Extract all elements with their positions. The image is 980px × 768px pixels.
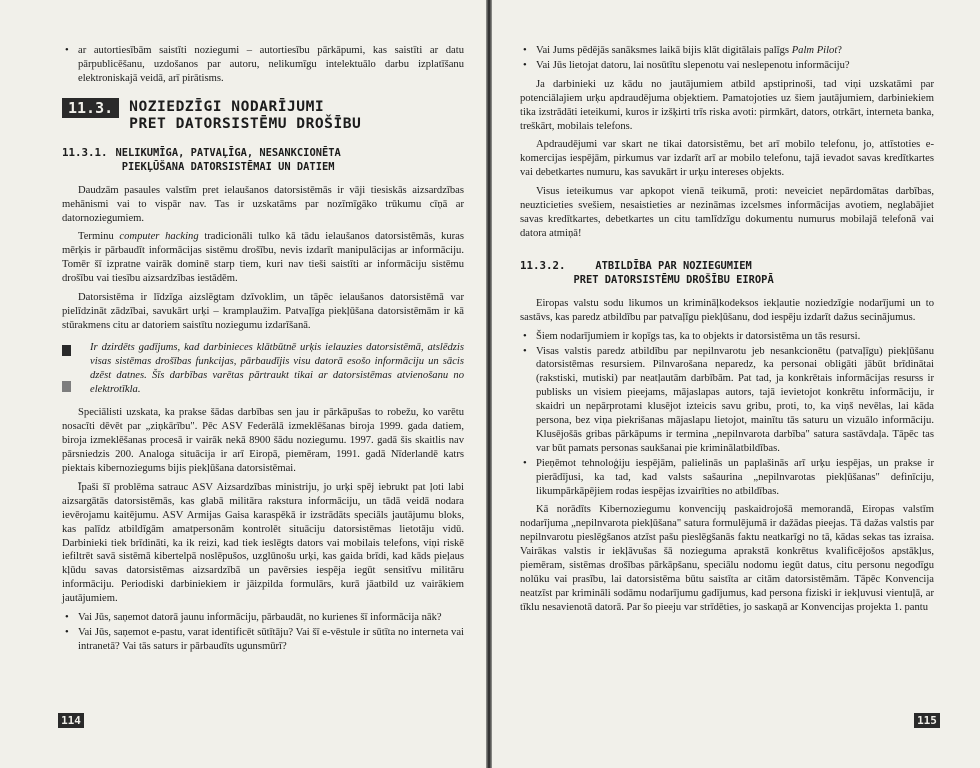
section-title-line-1: ATBILDĪBA PAR NOZIEGUMIEM: [595, 259, 752, 272]
section-number: 11.3.2.: [520, 258, 566, 272]
term-emphasis: computer hacking: [119, 231, 199, 243]
section-title-line-2: PIEKĻŪŠANA DATORSISTĒMAI UN DATIEM: [121, 160, 335, 173]
left-page: [0, 0, 486, 768]
paragraph-text: tradicionāli tulko kā tādu ielaušanos datorsistēmās, kuras mērķis ir pārbaudīt informācijas sistēmu drošību, nevis izdarīt manipulācijas ar informāciju. Tomēr šī izpratne vairāk dominē starp tiem, kuri nav tieši saistīti ar informāciju sistēmu drošību vai tiesību aizsardzības iestādēm.: [62, 231, 464, 285]
right-column: [520, 44, 934, 620]
paragraph: [62, 230, 464, 286]
question-text: ?: [837, 45, 842, 56]
question-text: Vai Jūs, saņemot e-pastu, varat identificēt sūtītāju? Vai šī e-vēstule ir sūtīta no interneta vai intranetā? Vai tās saturs ir pārbaudīts ugunsmūrī?: [78, 627, 464, 652]
bullet-icon: •: [65, 627, 69, 638]
paragraph-text: Terminu: [78, 231, 120, 243]
right-page: [492, 0, 980, 768]
list-item: [62, 44, 464, 86]
intro-bullet-text: ar autortiesībām saistīti noziegumi – autortiesību pārkāpumi, kas saistīti ar datu pārpublicēšanu, uzdošanos par autoru, nelikumīgu intelektuālo darbu izplatīšanu elektroniskajā veidā, arī pirātisms.: [78, 45, 464, 84]
list-item-text: Pieņēmot tehnoloģiju iespējām, palielinās un paplašinās arī urķu iespējas, un prakse ir pierādījusi, ka tad, kad valsts sašaurina „nepilnvarotas piekļūšanas" definīciju, likumpārkāpējiem rodas iespējas izvairīties no atbildības.: [536, 457, 934, 497]
note-marker-icon: [62, 381, 71, 392]
question-text: Vai Jums pēdējās sanāksmes laikā bijis klāt digitālais palīgs: [536, 45, 792, 56]
question-text: Vai Jūs lietojat datoru, lai nosūtītu slepenotu vai neslepenotu informāciju?: [536, 59, 850, 71]
list-item: [520, 330, 934, 344]
paragraph: Apdraudējumi var skart ne tikai datorsistēmu, bet arī mobilo telefonu, jo, attīstoties e-komercijas iespējām, pirkumus var izdarīt arī ar mobilo telefonu, tajā ievadot savas kredītkartes vai debetkartes numuru, kas savukārt ir urķu intereses objekts.: [520, 139, 934, 179]
section-number: 11.3.1.: [62, 145, 108, 159]
bullet-icon: •: [523, 59, 527, 71]
list-item-text: Visas valstis paredz atbildību par nepilnvarotu jeb nesankcionētu (patvaļīgu) piekļūšanu datorsistēmas resursiem. Pilnvarošana neparedz, ka personai obligāti jābūt brīdinātai (rakstiski, mutiski) par neatļautām darbībām. Pat tad, ja konkrētais informācijas resurss ir publisks un visiem pieejams, mājaslapas autors, tajā ievietojot konkrētu informāciju, ir skaidri un nepārprotami klusējot izteicis savu gribu, proti, to, ka viņš nevēlas, lai kāda persona, bez viņa piekrišanas mājaslapu lietojot, mainītu tās saturu un vizuālo informāciju. Klusējošās gribas pārkāpums ir termina „nepilnvarota darbība" satura sastāvdaļa. Tāpēc tas var būt pamats personas saukšanai pie kriminālatbildības.: [536, 345, 934, 454]
bullet-icon: •: [523, 45, 527, 56]
paragraph: Eiropas valstu sodu likumos un krimināļkodeksos iekļautie noziedzīgie nodarījumi un to sastāvs, kas paredz atbildību par patvaļīgu piekļūšanu, dod iespēju izdarīt dažus secinājumus.: [520, 297, 934, 323]
chapter-title: [129, 98, 361, 132]
note-marker-icon: [62, 345, 71, 356]
list-item: [520, 59, 934, 73]
section-title-line-2: PRET DATORSISTĒMU DROŠĪBU EIROPĀ: [573, 273, 774, 286]
section-title-line-1: NELIKUMĪGA, PATVAĻĪGA, NESANKCIONĒTA: [115, 146, 341, 159]
note-text: Ir dzirdēts gadījums, kad darbinieces klātbūtnē urķis ielauzies datorsistēmā, atslēdzis visas sistēmas drošības funkcijas, pārbaudījis visu datorā esošo informāciju un sācis dzēst datnes. Šīs darbības varētas pārtraukt tikai ar datorsistēmas atvienošanu no elektrotīkla.: [90, 341, 464, 395]
chapter-number: 11.3.: [62, 98, 119, 118]
chapter-heading: [62, 98, 464, 132]
paragraph: Visus ieteikumus var apkopot vienā teikumā, proti: neveiciet nepārdomātas darbības, neuzticieties svešiem, nesaistieties ar nezināmas izcelsmes informācijas avotiem, neglabājiet savas kredītkartes, debetkartes un citu tamlīdzīgu dokumentu numurus mobilajā telefonā vai datora atmiņā!: [520, 186, 934, 239]
section-title: [574, 259, 774, 287]
paragraph: Daudzām pasaules valstīm pret ielaušanos datorsistēmās ir vāji tiesiskās aizsardzības mehānismi vai to vispār nav. Tas ir uzskatāms par nozīmīgāko trūkumu cīņā ar datornoziegumiem.: [62, 184, 464, 224]
term-emphasis: Palm Pilot: [791, 45, 838, 56]
section-heading: [62, 146, 464, 174]
intro-list: [62, 44, 464, 86]
page-number: 114: [58, 713, 84, 728]
question-list: [62, 611, 464, 654]
list-item: [62, 611, 464, 625]
list-item: [520, 457, 934, 499]
bullet-icon: •: [523, 345, 527, 357]
chapter-title-line-1: NOZIEDZĪGI NODARĪJUMI: [129, 97, 325, 115]
list-item: [62, 626, 464, 654]
page-number: 115: [914, 713, 940, 728]
paragraph: Ja darbinieki uz kādu no jautājumiem atbild apstiprinoši, tad viņi uzskatāmi par potenciālajiem urķu apdraudējuma objektiem. Pamatojoties uz šiem jautājumiem, darbiniekiem tika izstrādāti ieteikumi, kuros ir izšķirti trīs riska avoti: pirmkārt, dators, otrkārt, interneta banka, treškārt, mobilais telefons.: [520, 78, 934, 132]
list-item-text: Šiem nodarījumiem ir kopīgs tas, ka to objekts ir datorsistēma un tās resursi.: [536, 330, 861, 342]
chapter-title-line-2: PRET DATORSISTĒMU DROŠĪBU: [129, 114, 362, 132]
question-text: Vai Jūs, saņemot datorā jaunu informāciju, pārbaudāt, no kurienes šī informācija nāk?: [78, 612, 442, 624]
bullet-icon: •: [523, 330, 527, 342]
paragraph: Kā norādīts Kibernoziegumu konvencijų paskaidrojošā memorandā, Eiropas valstīm nodarījuma „nepilnvarota piekļūšana" satura formulējumā ir dažādas pieejas. Tā dažas valstis par nepilnvarotu pieslēgšanos atzīst pašu pieslēgšanās faktu neatkarīgi no tā, kādas sekas tas izraisa. Vairākas valstis ir iekļāvušas šā nozieguma aprakstā konkrētus kvalificējošos apstākļus, piemēram, sistēmas drošības pārkāpšanu, speciālu nodomu iegūt datus, citu personu negodīgu nolūku vai prasību, lai datorsistēma būtu saistīta ar citām datorsistēmām. Tāpēc Konvencija neatzīst par krimināli sodāmu nodarījumu gadījumus, kad persona fiziski ir iekļuvusi vientuļā, ar tīklu nesavienotā datorā. Par šo pieeju var strīdēties, jo saskaņā ar Konvencijas projekta 1. pantu: [520, 504, 934, 613]
section-title: [116, 146, 341, 174]
section-heading: [520, 259, 934, 287]
left-column: [62, 44, 464, 659]
margin-note: [62, 341, 464, 397]
bullet-icon: •: [65, 612, 69, 624]
bullet-icon: •: [65, 45, 69, 56]
question-list: [520, 44, 934, 73]
findings-list: [520, 330, 934, 499]
list-item: [520, 44, 934, 58]
paragraph: Datorsistēma ir līdzīga aizslēgtam dzīvoklim, un tāpēc ielaušanos datorsistēmā var pielīdzināt zādzībai, savukārt urķi – kramplaužim. Patvaļīga piekļūšana datorsistēmām ir kā stūrakmens citu ar datoriem saistītu noziegumu izdarīšanā.: [62, 292, 464, 331]
bullet-icon: •: [523, 457, 527, 469]
list-item: [520, 345, 934, 456]
paragraph: Īpaši šī problēma satrauc ASV Aizsardzības ministriju, jo urķi spēj iebrukt pat ļoti labi aizsargātās datorsistēmās, kas glabā militāra rakstura informāciju, un tādā veidā nodara ievērojamu kaitējumu. ASV Armijas Gaisa karaspēkā ir izstrādāts speciāls jautājumu bloks, kas palīdz atbildīgām amatpersonām kontrolēt situāciju datorsistēmas lietotāju vidū. Darbinieki tiek brīdināti, ka ik reizi, kad tiek ieslēgts dators vai mobilais telefons, viņi riskē iefiltrēt savā sistēmā kibertelpā noslēpušos, uzglūnošu urķi, kas gaida brīdi, kad kāds pieļaus kļūdu savas datorsistēmas aizsardzībā un pavērsies iespēja iegūt sensitīvu militāru informāciju. Periodiski darbiniekiem ir jāizpilda formulārs, kurā jāatbild uz vairākiem jautājumiem.: [62, 481, 464, 605]
paragraph: Speciālisti uzskata, ka prakse šādas darbības sen jau ir pārkāpušas to robežu, ko varētu nosacīti dēvēt par „ziņkārību". Pēc ASV Federālā izmeklēšanas biroja 1999. gada datiem, biroja izmeklēšanas procesā ir vairāk nekā 8900 šādu noziegumu. 1997. gadā šis skaitlis nav pārsniedzis 200. Analoga situācija ir arī Eiropā, piemēram, 1991. gadā Nīderlandē katrs piektais kibernoziegums bijis piekļūšana datorsistēmai.: [62, 407, 464, 475]
